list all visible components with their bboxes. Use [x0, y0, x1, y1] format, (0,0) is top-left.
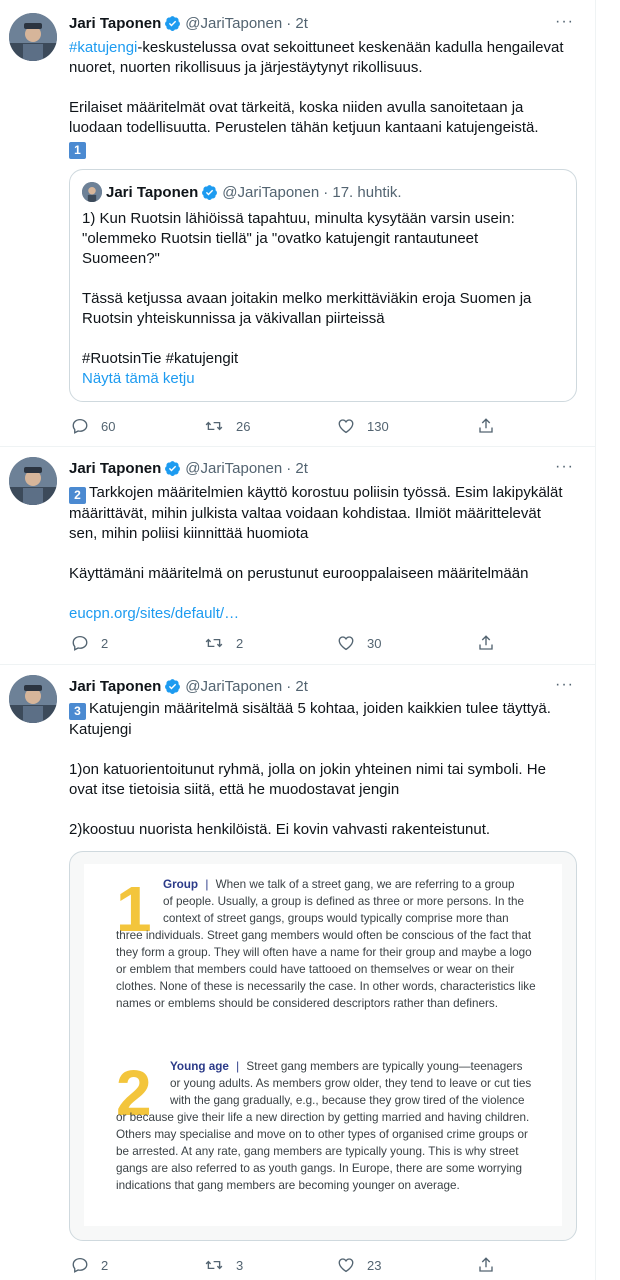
tweet-actions	[69, 1255, 499, 1275]
verified-badge-icon	[201, 184, 218, 201]
item-text-line: or emblem that members could have tattooed on themselves or wear on their	[116, 963, 515, 976]
item-text-line: Others may specialise and move on to other types of organised crime groups or	[116, 1128, 528, 1141]
tweet-text-line: Katujengi	[69, 721, 132, 738]
like-count: 23	[367, 1257, 382, 1273]
item-text-line: they form a group. They will often have a name for their group and maybe a logo	[116, 946, 532, 959]
tweet-time[interactable]: · 2t	[286, 14, 308, 32]
quote-header	[82, 182, 402, 202]
heart-icon	[337, 1256, 355, 1274]
share-button[interactable]	[477, 633, 507, 653]
retweet-count: 3	[236, 1257, 244, 1273]
image-content	[84, 864, 562, 1226]
item-text-line: clothes. None of these is necessarily the case. In other words, characteristics like	[116, 980, 536, 993]
author-handle[interactable]: @JariTaponen	[185, 677, 283, 695]
item-text-line: three individuals. Street gang members would often be conscious of the fact that	[116, 929, 532, 942]
retweet-icon	[204, 634, 224, 652]
like-button[interactable]	[337, 416, 389, 436]
quote-text-line: "olemmeko Ruotsin tiellä" ja "ovatko katujengit rantautuneet	[82, 230, 479, 247]
quote-text-line: Ruotsin yhteiskunnissa ja väkivallan piirteissä	[82, 310, 385, 327]
item-title: Young age	[170, 1060, 229, 1073]
tweet-text-line: sen, mihin poliisi kiinnittää huomiota	[69, 525, 309, 542]
tweet-2[interactable]	[0, 447, 596, 664]
avatar[interactable]	[9, 457, 57, 505]
tweet-header	[69, 458, 308, 478]
item-separator: |	[236, 1060, 240, 1073]
tweet-1[interactable]	[0, 0, 596, 446]
quote-text	[82, 209, 562, 389]
retweet-icon	[204, 417, 224, 435]
tweet-text-line: määrittävät, mihin julkista valtaa voidaan kohdistaa. Ilmiöt määrittelevät	[69, 505, 541, 522]
tweet-text-line: Tarkkojen määritelmien käyttö korostuu poliisin työssä. Esim lakipykälät	[89, 484, 563, 501]
verified-badge-icon	[164, 15, 181, 32]
item-text-line: or because give their life a new direction by getting married and having children.	[116, 1111, 530, 1124]
share-button[interactable]	[477, 1255, 507, 1275]
quote-text-line: 1) Kun Ruotsin lähiöissä tapahtuu, minulta kysytään varsin usein:	[82, 210, 515, 227]
tweet-header	[69, 676, 308, 696]
reply-button[interactable]	[71, 1255, 108, 1275]
quote-hashtags[interactable]: #RuotsinTie #katujengit	[82, 350, 239, 367]
item-text-line: of people. Usually, a group is defined as three or more persons. In the	[163, 895, 525, 908]
tweet-text-line: 2)koostuu nuorista henkilöistä. Ei kovin vahvasti rakenteistunut.	[69, 821, 491, 838]
more-icon[interactable]: ···	[555, 13, 574, 30]
share-icon	[477, 1256, 495, 1274]
avatar[interactable]	[9, 675, 57, 723]
show-thread-link[interactable]: Näytä tämä ketju	[82, 370, 195, 387]
retweet-button[interactable]	[204, 633, 243, 653]
tweet-actions	[69, 416, 499, 436]
number-badge: 3	[69, 703, 86, 720]
like-count: 130	[367, 418, 389, 434]
verified-badge-icon	[164, 678, 181, 695]
tweet-header	[69, 13, 308, 33]
reply-count: 2	[101, 635, 109, 651]
reply-count: 2	[101, 1257, 109, 1273]
tweet-3[interactable]	[0, 665, 596, 1280]
item-text-line: indications that gang members are becoming younger on average.	[116, 1179, 460, 1192]
retweet-icon	[204, 1256, 224, 1274]
item-text-line: with the gang gradually, e.g., because they grow tired of the violence	[170, 1094, 525, 1107]
retweet-button[interactable]	[204, 1255, 243, 1275]
quote-author-name: Jari Taponen	[106, 183, 199, 201]
author-name[interactable]: Jari Taponen	[69, 459, 162, 477]
tweet-text-line: Erilaiset määritelmät ovat tärkeitä, koska niiden avulla sanoitetaan ja	[69, 99, 524, 116]
tweet-actions	[69, 633, 499, 653]
item-number: 2	[116, 1057, 152, 1129]
tweet-text-line: -keskustelussa ovat sekoittuneet keskenään kadulla hengailevat	[137, 39, 564, 56]
tweet-time[interactable]: · 2t	[286, 459, 308, 477]
more-icon[interactable]: ···	[555, 458, 574, 475]
item-text	[170, 1058, 570, 1075]
heart-icon	[337, 634, 355, 652]
item-text-line: or young adults. As members grow older, they tend to leave or cut ties	[170, 1077, 532, 1090]
item-text	[163, 876, 568, 893]
author-name[interactable]: Jari Taponen	[69, 14, 162, 32]
like-button[interactable]	[337, 633, 381, 653]
retweet-count: 26	[236, 418, 251, 434]
tweet-time[interactable]: · 2t	[286, 677, 308, 695]
tweet-text-line: nuoret, nuorten rikollisuus ja järjestäytynyt rikollisuus.	[69, 59, 423, 76]
quote-time: · 17. huhtik.	[323, 183, 402, 201]
like-button[interactable]	[337, 1255, 381, 1275]
tweet-text	[69, 699, 569, 840]
item-text-line: When we talk of a street gang, we are referring to a group	[215, 878, 515, 891]
verified-badge-icon	[164, 460, 181, 477]
author-name[interactable]: Jari Taponen	[69, 677, 162, 695]
reply-icon	[71, 1256, 89, 1274]
item-text-line: names or emblems should be considered descriptors rather than definers.	[116, 997, 498, 1010]
attached-image[interactable]	[69, 851, 577, 1241]
tweet-text-line: 1)on katuorientoitunut ryhmä, jolla on jokin yhteinen nimi tai symboli. He	[69, 761, 546, 778]
retweet-button[interactable]	[204, 416, 250, 436]
number-badge: 1	[69, 142, 86, 159]
tweet-text-line: Katujengin määritelmä sisältää 5 kohtaa, joiden kaikkien tulee täyttyä.	[89, 700, 551, 717]
quote-text-line: Tässä ketjussa avaan joitakin melko merkittäviäkin eroja Suomen ja	[82, 290, 532, 307]
quote-avatar	[82, 182, 102, 202]
number-badge: 2	[69, 487, 86, 504]
reply-button[interactable]	[71, 416, 115, 436]
item-separator: |	[205, 878, 209, 891]
avatar[interactable]	[9, 13, 57, 61]
item-number: 1	[116, 873, 152, 945]
reply-button[interactable]	[71, 633, 108, 653]
reply-icon	[71, 634, 89, 652]
hashtag-link[interactable]: #katujengi	[69, 39, 138, 56]
quote-text-line: Suomeen?"	[82, 250, 160, 267]
reply-icon	[71, 417, 89, 435]
tweet-text	[69, 38, 569, 159]
share-icon	[477, 634, 495, 652]
share-icon	[477, 417, 495, 435]
tweet-text	[69, 483, 569, 624]
share-button[interactable]	[477, 416, 507, 436]
more-icon[interactable]: ···	[555, 676, 574, 693]
heart-icon	[337, 417, 355, 435]
author-handle[interactable]: @JariTaponen	[185, 459, 283, 477]
retweet-count: 2	[236, 635, 244, 651]
item-text-line: be arrested. At any rate, gang members are typically young. This is why street	[116, 1145, 519, 1158]
item-text-line: gangs are also referred to as youth gangs. In Europe, there are some worrying	[116, 1162, 523, 1175]
quote-author-handle: @JariTaponen	[222, 183, 320, 201]
item-text-line: context of street gangs, groups would typically comprise more than	[163, 912, 509, 925]
tweet-text-line: Käyttämäni määritelmä on perustunut eurooppalaiseen määritelmään	[69, 565, 529, 582]
quoted-tweet[interactable]	[69, 169, 577, 402]
tweet-text-line: luodaan todellisuutta. Perustelen tähän ketjuun kantaani katujengeistä.	[69, 119, 539, 136]
reply-count: 60	[101, 418, 116, 434]
item-text-line: Street gang members are typically young—teenagers	[246, 1060, 523, 1073]
item-title: Group	[163, 878, 199, 891]
external-link[interactable]: eucpn.org/sites/default/…	[69, 605, 240, 622]
tweet-text-line: ovat itse tietoisia siitä, että he muodostavat jengin	[69, 781, 400, 798]
like-count: 30	[367, 635, 382, 651]
author-handle[interactable]: @JariTaponen	[185, 14, 283, 32]
